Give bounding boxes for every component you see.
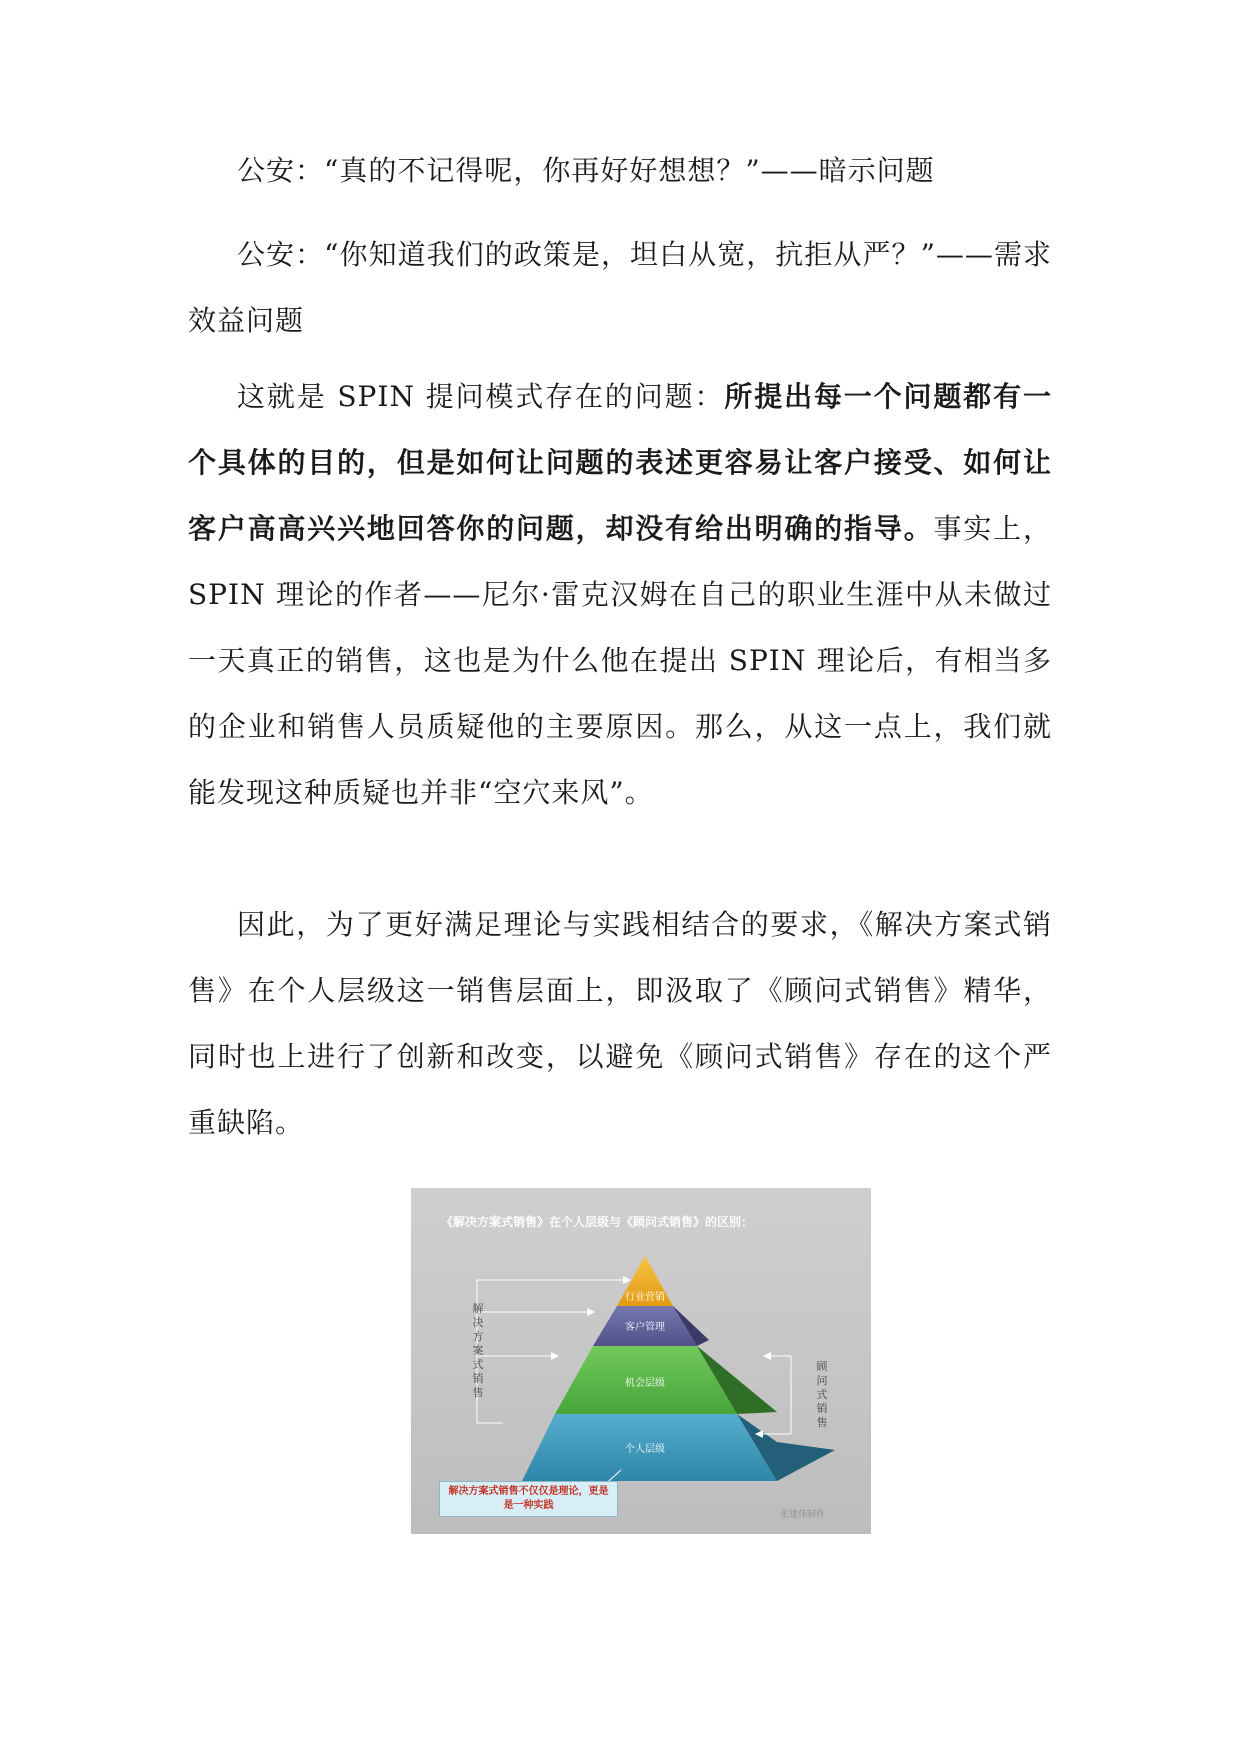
level-4-label: 个人层级 [625, 1444, 665, 1455]
level-1-label: 行业营销 [625, 1292, 665, 1303]
arrow-icon [587, 1308, 595, 1316]
figure-credit: 张建伟制作 [779, 1510, 825, 1520]
left-side-label: 解决方案式销售 [472, 1302, 484, 1399]
paragraph-1: 公安：“真的不记得呢，你再好好想想？”——暗示问题 [237, 154, 935, 187]
paragraph-4: 因此，为了更好满足理论与实践相结合的要求，《解决方案式销售》在个人层级这一销售层面上，即汲取了《顾问式销售》精华，同时也上进行了创新和改变，以避免《顾问式销售》存在的这个严重缺陷。 [188, 908, 1052, 1139]
right-bracket [763, 1356, 791, 1434]
arrow-icon [623, 1276, 631, 1284]
pyramid-figure [411, 1188, 871, 1534]
arrow-icon [551, 1352, 559, 1360]
paragraph-3-bold: 所提出每一个问题都有一个具体的目的，但是如何让问题的表述更容易让客户接受、如何让客户高高兴兴地回答你的问题，却没有给出明确的指导。 [188, 380, 1052, 545]
figure-title: 《解决方案式销售》在个人层级与《顾问式销售》的区别： [441, 1215, 754, 1229]
paragraph-3 [188, 364, 1052, 826]
paragraph-2: 公安：“你知道我们的政策是，坦白从宽，抗拒从严？”——需求效益问题 [188, 238, 1052, 337]
paragraph-3-tail: 事实上，SPIN 理论的作者——尼尔·雷克汉姆在自己的职业生涯中从未做过一天真正的销售，这也是为什么他在提出 SPIN 理论后，有相当多的企业和销售人员质疑他的主要原因。那么，从这一点上，我们就能发现这种质疑也并非“空穴来风”。 [188, 512, 1052, 809]
right-side-label: 顾问式销售 [816, 1360, 828, 1429]
arrow-icon [763, 1352, 771, 1360]
note-box: 解决方案式销售不仅仅是理论，更是是一种实践 [439, 1481, 618, 1517]
level-3-label: 机会层级 [625, 1378, 665, 1389]
level-2-label: 客户管理 [625, 1322, 665, 1333]
paragraph-3-lead: 这就是 SPIN 提问模式存在的问题： [237, 380, 725, 413]
